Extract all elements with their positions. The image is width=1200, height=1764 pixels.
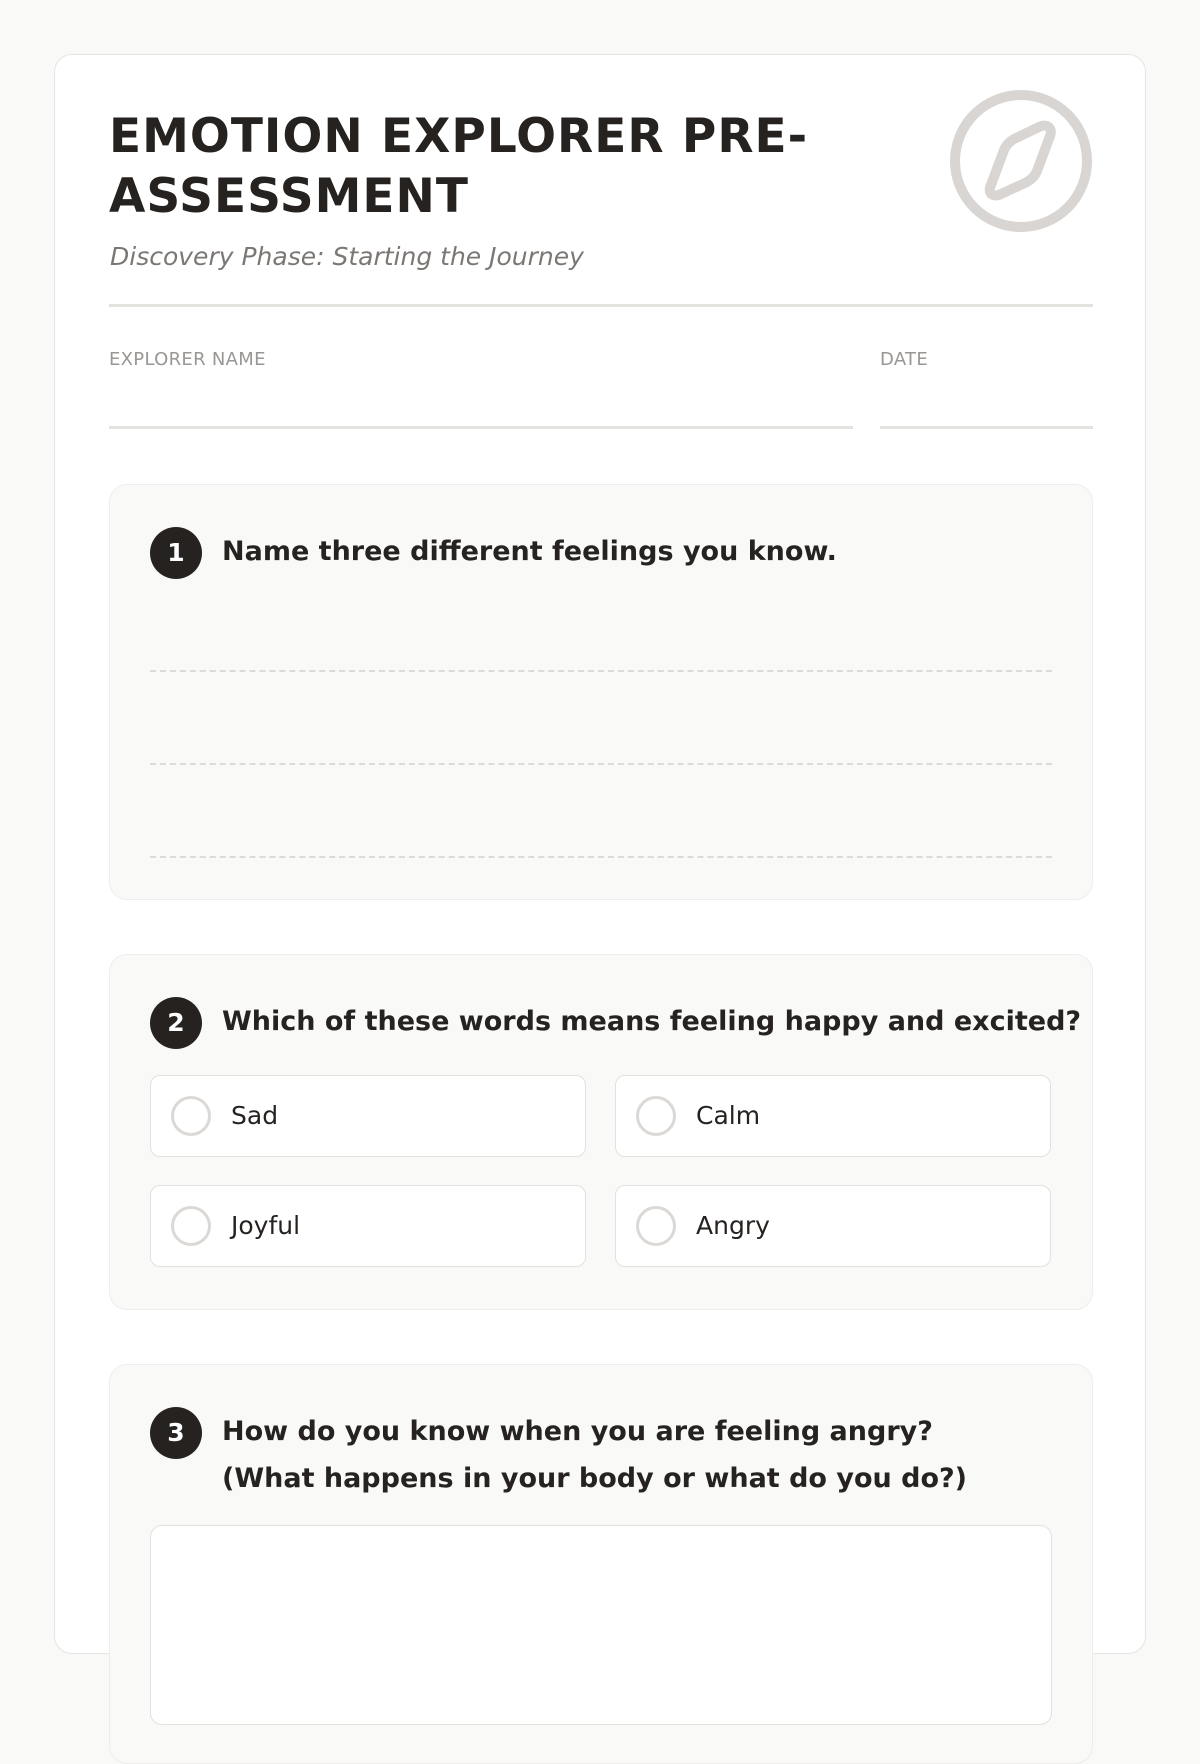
radio-button[interactable] — [171, 1206, 211, 1246]
question-number-badge: 1 — [150, 527, 202, 579]
page-title: EMOTION EXPLORER PRE-ASSESSMENT — [109, 109, 809, 224]
header-divider — [109, 304, 1093, 307]
option-angry[interactable] — [615, 1185, 1051, 1267]
page-subtitle: Discovery Phase: Starting the Journey — [110, 242, 584, 271]
date-label: DATE — [880, 349, 929, 370]
question-3-card — [109, 1364, 1093, 1764]
radio-button[interactable] — [636, 1096, 676, 1136]
option-label: Joyful — [231, 1211, 301, 1240]
option-label: Sad — [231, 1101, 279, 1130]
assessment-card — [54, 54, 1146, 1654]
radio-button[interactable] — [636, 1206, 676, 1246]
question-2-text: Which of these words means feeling happy and excited? — [222, 1006, 1082, 1037]
option-joyful[interactable] — [150, 1185, 586, 1267]
explorer-name-field[interactable] — [109, 426, 853, 429]
compass-icon — [947, 87, 1095, 235]
explorer-name-label: EXPLORER NAME — [109, 349, 266, 370]
option-calm[interactable] — [615, 1075, 1051, 1157]
radio-button[interactable] — [171, 1096, 211, 1136]
answer-line-1[interactable] — [150, 670, 1052, 672]
answer-textarea[interactable] — [150, 1525, 1052, 1725]
answer-line-3[interactable] — [150, 856, 1052, 858]
answer-line-2[interactable] — [150, 763, 1052, 765]
option-label: Angry — [696, 1211, 770, 1240]
question-2-card — [109, 954, 1093, 1310]
question-number-badge: 2 — [150, 997, 202, 1049]
option-label: Calm — [696, 1101, 761, 1130]
date-field[interactable] — [880, 426, 1093, 429]
question-3-text: How do you know when you are feeling angry? (What happens in your body or what do you do?) — [222, 1416, 968, 1494]
question-1-text: Name three different feelings you know. — [222, 536, 837, 567]
question-number-badge: 3 — [150, 1407, 202, 1459]
option-sad[interactable] — [150, 1075, 586, 1157]
question-1-card — [109, 484, 1093, 900]
